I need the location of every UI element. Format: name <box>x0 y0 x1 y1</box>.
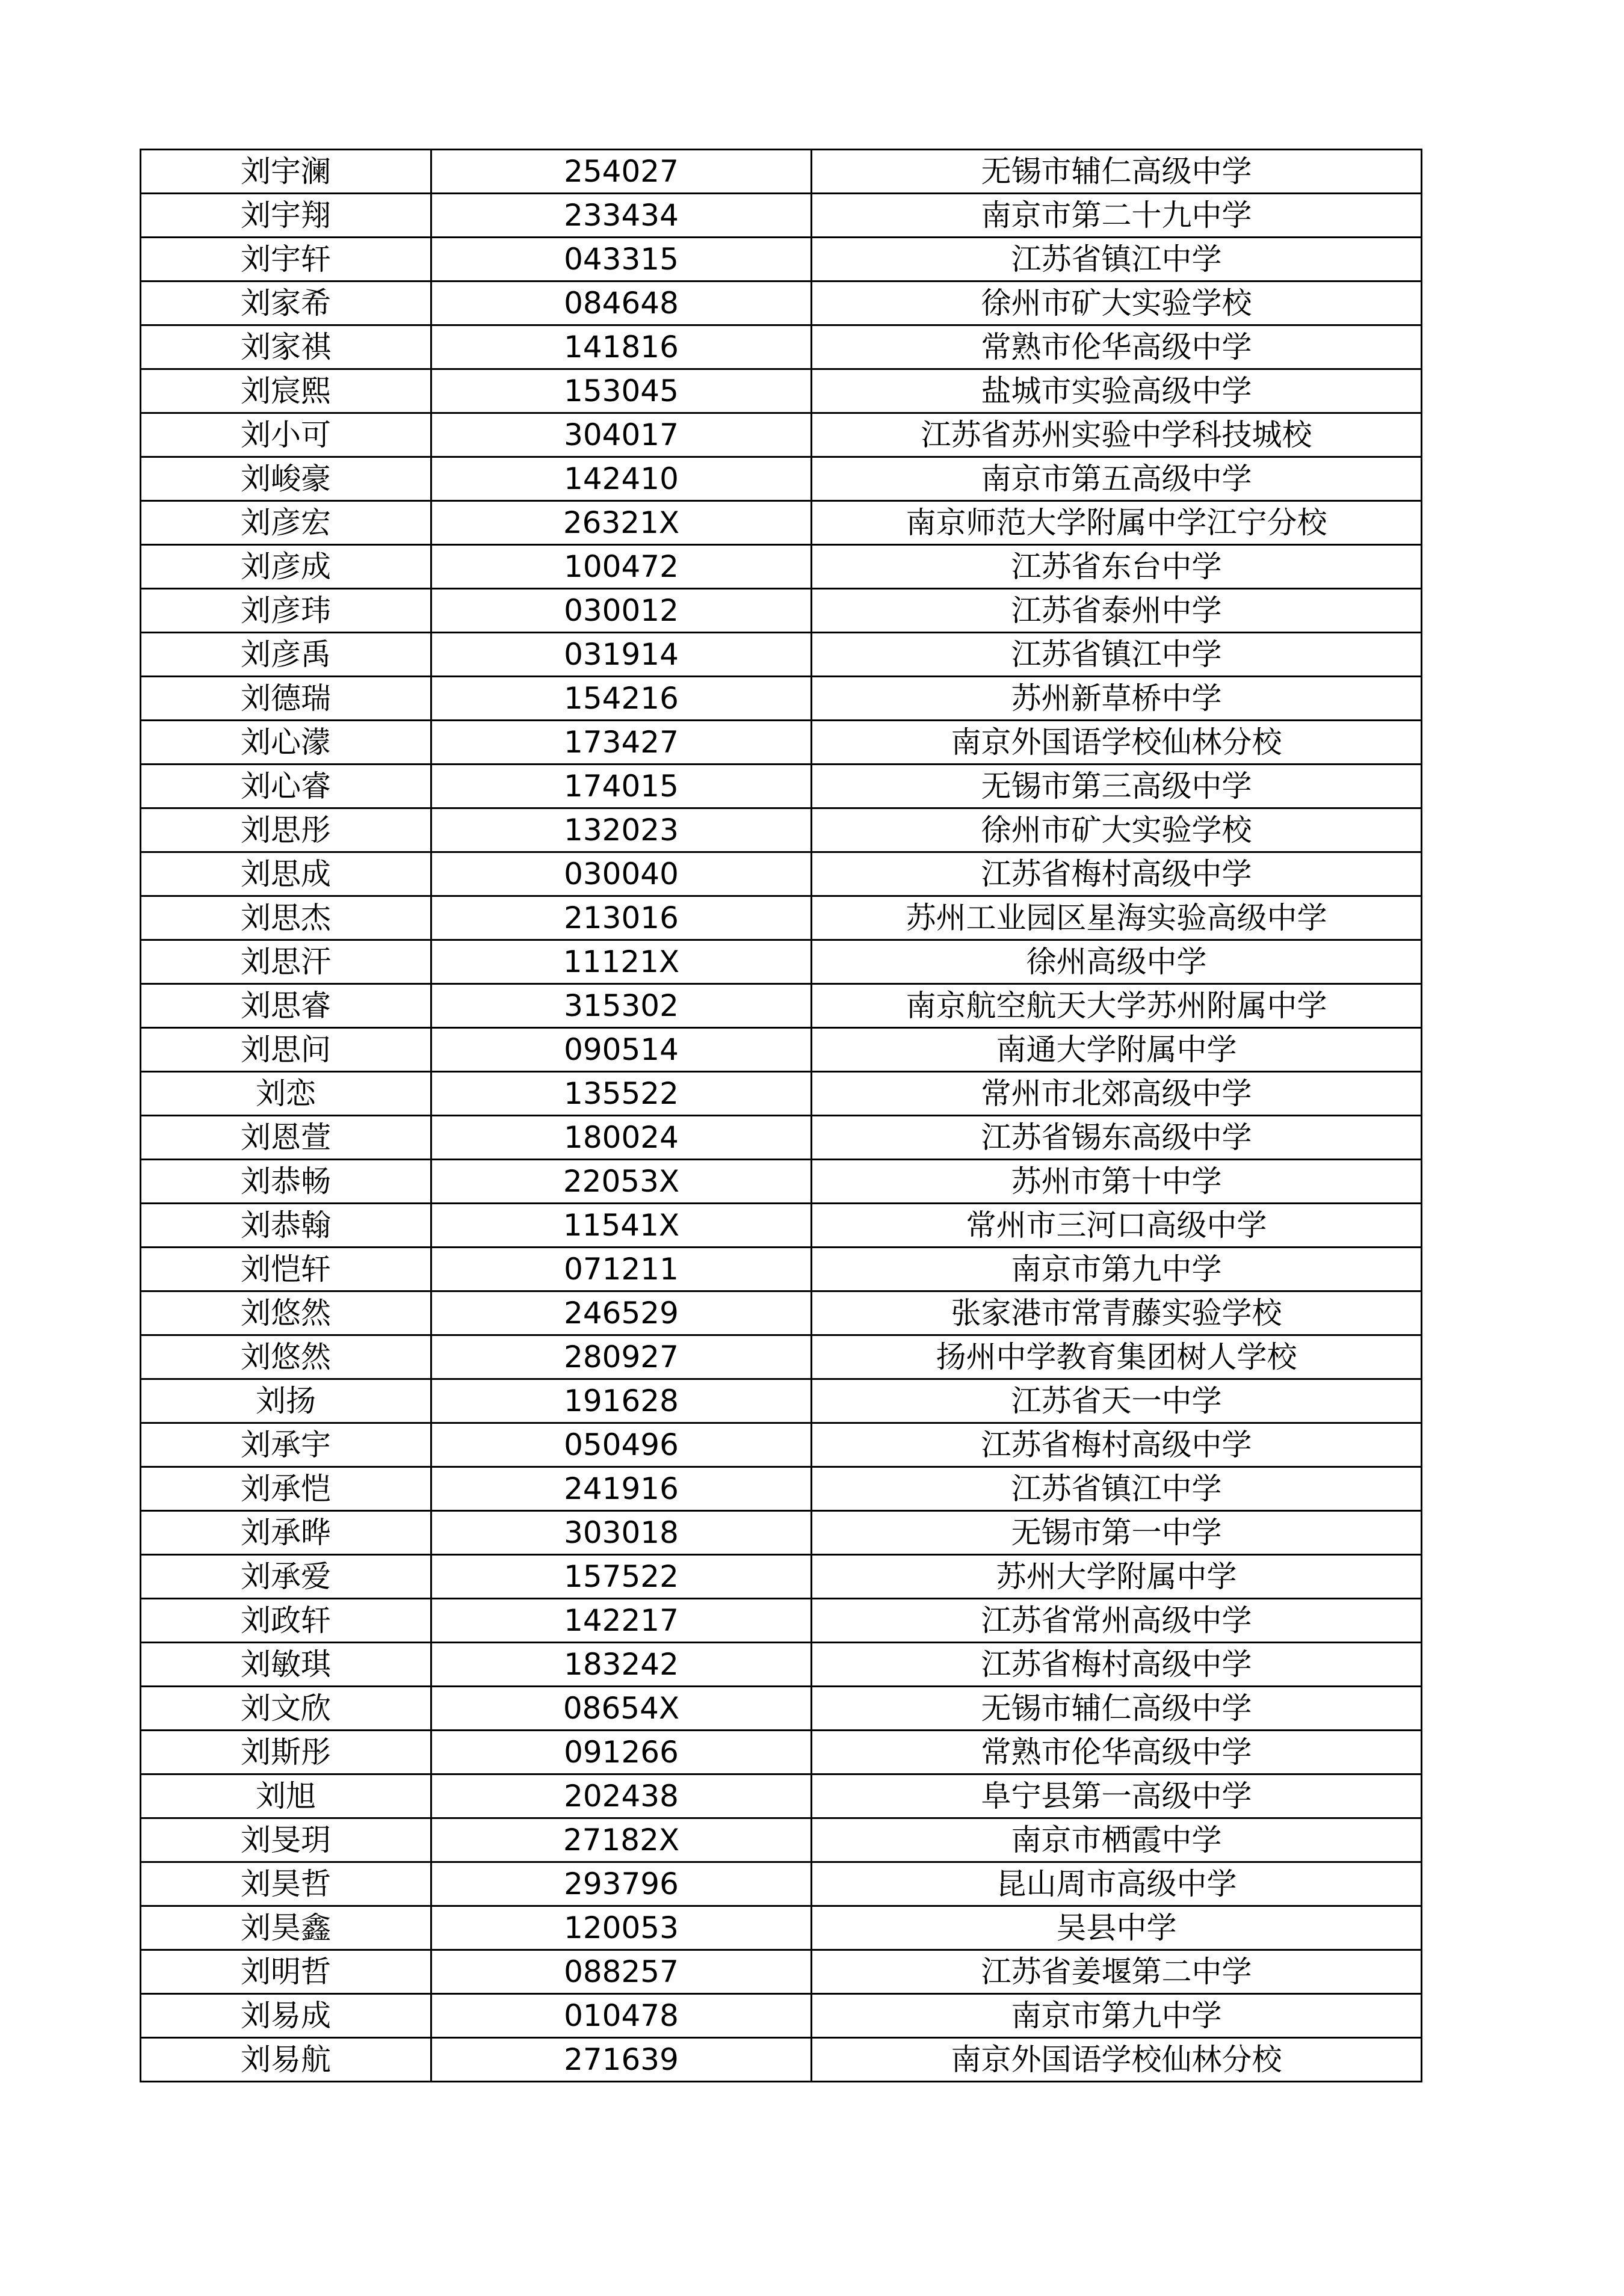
table-row <box>141 852 1422 896</box>
table-row <box>141 1643 1422 1687</box>
student-id-cell: 183242 <box>431 1643 812 1687</box>
table-row <box>141 1687 1422 1731</box>
table-row <box>141 1204 1422 1248</box>
table-row <box>141 501 1422 545</box>
student-id-cell: 173427 <box>431 721 812 765</box>
table-row <box>141 369 1422 413</box>
student-id-cell: 154216 <box>431 677 812 721</box>
student-id-cell: 254027 <box>431 150 812 194</box>
school-name-cell: 江苏省锡东高级中学 <box>812 1116 1422 1160</box>
table-row <box>141 1731 1422 1774</box>
student-name-cell: 刘昊鑫 <box>141 1906 431 1950</box>
student-name-cell: 刘家祺 <box>141 325 431 369</box>
school-name-cell: 江苏省梅村高级中学 <box>812 852 1422 896</box>
student-name-cell: 刘承爱 <box>141 1555 431 1599</box>
table-row <box>141 721 1422 765</box>
table-row <box>141 1291 1422 1335</box>
school-name-cell: 苏州大学附属中学 <box>812 1555 1422 1599</box>
table-row <box>141 1599 1422 1643</box>
school-name-cell: 江苏省苏州实验中学科技城校 <box>812 413 1422 457</box>
table-row <box>141 1072 1422 1116</box>
student-name-cell: 刘恋 <box>141 1072 431 1116</box>
student-id-cell: 26321X <box>431 501 812 545</box>
student-id-cell: 241916 <box>431 1467 812 1511</box>
table-row <box>141 325 1422 369</box>
student-id-cell: 100472 <box>431 545 812 589</box>
school-name-cell: 江苏省梅村高级中学 <box>812 1643 1422 1687</box>
student-name-cell: 刘承宇 <box>141 1423 431 1467</box>
school-name-cell: 南京市第二十九中学 <box>812 194 1422 238</box>
table-row <box>141 545 1422 589</box>
school-name-cell: 张家港市常青藤实验学校 <box>812 1291 1422 1335</box>
table-row <box>141 808 1422 852</box>
student-name-cell: 刘承晔 <box>141 1511 431 1555</box>
student-id-cell: 174015 <box>431 765 812 808</box>
student-name-cell: 刘彦成 <box>141 545 431 589</box>
table-row <box>141 1818 1422 1862</box>
student-name-cell: 刘昊哲 <box>141 1862 431 1906</box>
student-id-cell: 157522 <box>431 1555 812 1599</box>
student-name-cell: 刘家希 <box>141 282 431 325</box>
school-name-cell: 江苏省泰州中学 <box>812 589 1422 633</box>
student-table-body <box>141 150 1422 2082</box>
student-id-cell: 27182X <box>431 1818 812 1862</box>
student-id-cell: 11541X <box>431 1204 812 1248</box>
table-row <box>141 1248 1422 1291</box>
student-name-cell: 刘德瑞 <box>141 677 431 721</box>
table-row <box>141 896 1422 940</box>
student-id-cell: 050496 <box>431 1423 812 1467</box>
school-name-cell: 江苏省镇江中学 <box>812 238 1422 282</box>
student-id-cell: 010478 <box>431 1994 812 2038</box>
student-id-cell: 304017 <box>431 413 812 457</box>
table-row <box>141 1862 1422 1906</box>
table-row <box>141 633 1422 677</box>
school-name-cell: 阜宁县第一高级中学 <box>812 1774 1422 1818</box>
student-name-cell: 刘宇轩 <box>141 238 431 282</box>
student-name-cell: 刘政轩 <box>141 1599 431 1643</box>
student-name-cell: 刘旻玥 <box>141 1818 431 1862</box>
student-id-cell: 142410 <box>431 457 812 501</box>
table-row <box>141 238 1422 282</box>
school-name-cell: 南京航空航天大学苏州附属中学 <box>812 984 1422 1028</box>
school-name-cell: 徐州市矿大实验学校 <box>812 282 1422 325</box>
student-id-cell: 315302 <box>431 984 812 1028</box>
student-id-cell: 135522 <box>431 1072 812 1116</box>
table-row <box>141 1028 1422 1072</box>
student-name-cell: 刘易航 <box>141 2038 431 2082</box>
table-row <box>141 1335 1422 1379</box>
student-id-cell: 090514 <box>431 1028 812 1072</box>
school-name-cell: 苏州工业园区星海实验高级中学 <box>812 896 1422 940</box>
student-id-cell: 303018 <box>431 1511 812 1555</box>
table-row <box>141 1160 1422 1204</box>
school-name-cell: 扬州中学教育集团树人学校 <box>812 1335 1422 1379</box>
student-id-cell: 084648 <box>431 282 812 325</box>
student-id-cell: 180024 <box>431 1116 812 1160</box>
student-name-cell: 刘扬 <box>141 1379 431 1423</box>
student-name-cell: 刘恺轩 <box>141 1248 431 1291</box>
student-id-cell: 202438 <box>431 1774 812 1818</box>
school-name-cell: 常熟市伦华高级中学 <box>812 1731 1422 1774</box>
school-name-cell: 南通大学附属中学 <box>812 1028 1422 1072</box>
student-name-cell: 刘心睿 <box>141 765 431 808</box>
student-name-cell: 刘彦禹 <box>141 633 431 677</box>
student-name-cell: 刘思彤 <box>141 808 431 852</box>
student-id-cell: 293796 <box>431 1862 812 1906</box>
school-name-cell: 南京市栖霞中学 <box>812 1818 1422 1862</box>
table-row <box>141 765 1422 808</box>
table-row <box>141 1511 1422 1555</box>
school-name-cell: 常州市北郊高级中学 <box>812 1072 1422 1116</box>
school-name-cell: 无锡市第一中学 <box>812 1511 1422 1555</box>
school-name-cell: 江苏省镇江中学 <box>812 633 1422 677</box>
table-row <box>141 150 1422 194</box>
student-id-cell: 043315 <box>431 238 812 282</box>
student-name-cell: 刘宸熙 <box>141 369 431 413</box>
student-id-cell: 088257 <box>431 1950 812 1994</box>
student-name-cell: 刘悠然 <box>141 1335 431 1379</box>
student-name-cell: 刘文欣 <box>141 1687 431 1731</box>
table-row <box>141 1467 1422 1511</box>
student-id-cell: 153045 <box>431 369 812 413</box>
school-name-cell: 盐城市实验高级中学 <box>812 369 1422 413</box>
student-name-cell: 刘易成 <box>141 1994 431 2038</box>
student-id-cell: 246529 <box>431 1291 812 1335</box>
student-id-cell: 233434 <box>431 194 812 238</box>
student-name-cell: 刘思问 <box>141 1028 431 1072</box>
table-row <box>141 1774 1422 1818</box>
table-row <box>141 1994 1422 2038</box>
table-row <box>141 194 1422 238</box>
school-name-cell: 南京外国语学校仙林分校 <box>812 721 1422 765</box>
table-row <box>141 1423 1422 1467</box>
student-id-cell: 030012 <box>431 589 812 633</box>
table-row <box>141 1116 1422 1160</box>
school-name-cell: 江苏省东台中学 <box>812 545 1422 589</box>
student-name-cell: 刘心濛 <box>141 721 431 765</box>
student-name-cell: 刘斯彤 <box>141 1731 431 1774</box>
student-id-cell: 142217 <box>431 1599 812 1643</box>
student-id-cell: 213016 <box>431 896 812 940</box>
student-id-cell: 071211 <box>431 1248 812 1291</box>
school-name-cell: 无锡市辅仁高级中学 <box>812 1687 1422 1731</box>
table-row <box>141 457 1422 501</box>
student-name-cell: 刘彦玮 <box>141 589 431 633</box>
student-id-cell: 11121X <box>431 940 812 984</box>
student-name-cell: 刘思成 <box>141 852 431 896</box>
school-name-cell: 徐州市矿大实验学校 <box>812 808 1422 852</box>
student-id-cell: 191628 <box>431 1379 812 1423</box>
school-name-cell: 江苏省天一中学 <box>812 1379 1422 1423</box>
school-name-cell: 南京市第九中学 <box>812 1248 1422 1291</box>
student-id-cell: 030040 <box>431 852 812 896</box>
table-row <box>141 984 1422 1028</box>
student-name-cell: 刘敏琪 <box>141 1643 431 1687</box>
school-name-cell: 徐州高级中学 <box>812 940 1422 984</box>
school-name-cell: 吴县中学 <box>812 1906 1422 1950</box>
student-name-cell: 刘恭畅 <box>141 1160 431 1204</box>
table-row <box>141 1379 1422 1423</box>
school-name-cell: 苏州新草桥中学 <box>812 677 1422 721</box>
student-name-cell: 刘承恺 <box>141 1467 431 1511</box>
table-row <box>141 1950 1422 1994</box>
student-name-cell: 刘悠然 <box>141 1291 431 1335</box>
student-name-cell: 刘思睿 <box>141 984 431 1028</box>
school-name-cell: 江苏省梅村高级中学 <box>812 1423 1422 1467</box>
student-name-cell: 刘小可 <box>141 413 431 457</box>
table-row <box>141 940 1422 984</box>
school-name-cell: 南京外国语学校仙林分校 <box>812 2038 1422 2082</box>
school-name-cell: 常州市三河口高级中学 <box>812 1204 1422 1248</box>
table-row <box>141 677 1422 721</box>
school-name-cell: 无锡市第三高级中学 <box>812 765 1422 808</box>
school-name-cell: 南京市第五高级中学 <box>812 457 1422 501</box>
student-name-cell: 刘峻豪 <box>141 457 431 501</box>
student-name-cell: 刘宇澜 <box>141 150 431 194</box>
student-name-cell: 刘宇翔 <box>141 194 431 238</box>
school-name-cell: 江苏省姜堰第二中学 <box>812 1950 1422 1994</box>
school-name-cell: 江苏省镇江中学 <box>812 1467 1422 1511</box>
student-name-cell: 刘旭 <box>141 1774 431 1818</box>
table-row <box>141 2038 1422 2082</box>
student-name-cell: 刘明哲 <box>141 1950 431 1994</box>
student-id-cell: 120053 <box>431 1906 812 1950</box>
table-row <box>141 589 1422 633</box>
student-id-cell: 031914 <box>431 633 812 677</box>
table-row <box>141 413 1422 457</box>
school-name-cell: 昆山周市高级中学 <box>812 1862 1422 1906</box>
student-name-cell: 刘恩萱 <box>141 1116 431 1160</box>
school-name-cell: 苏州市第十中学 <box>812 1160 1422 1204</box>
student-id-cell: 141816 <box>431 325 812 369</box>
school-name-cell: 南京市第九中学 <box>812 1994 1422 2038</box>
student-id-cell: 08654X <box>431 1687 812 1731</box>
student-id-cell: 280927 <box>431 1335 812 1379</box>
table-row <box>141 1906 1422 1950</box>
student-id-cell: 22053X <box>431 1160 812 1204</box>
student-id-cell: 271639 <box>431 2038 812 2082</box>
student-name-cell: 刘思杰 <box>141 896 431 940</box>
student-name-cell: 刘彦宏 <box>141 501 431 545</box>
student-name-cell: 刘思汗 <box>141 940 431 984</box>
student-table <box>140 149 1422 2082</box>
student-id-cell: 132023 <box>431 808 812 852</box>
school-name-cell: 南京师范大学附属中学江宁分校 <box>812 501 1422 545</box>
table-row <box>141 282 1422 325</box>
table-row <box>141 1555 1422 1599</box>
student-name-cell: 刘恭翰 <box>141 1204 431 1248</box>
school-name-cell: 无锡市辅仁高级中学 <box>812 150 1422 194</box>
school-name-cell: 江苏省常州高级中学 <box>812 1599 1422 1643</box>
student-id-cell: 091266 <box>431 1731 812 1774</box>
school-name-cell: 常熟市伦华高级中学 <box>812 325 1422 369</box>
